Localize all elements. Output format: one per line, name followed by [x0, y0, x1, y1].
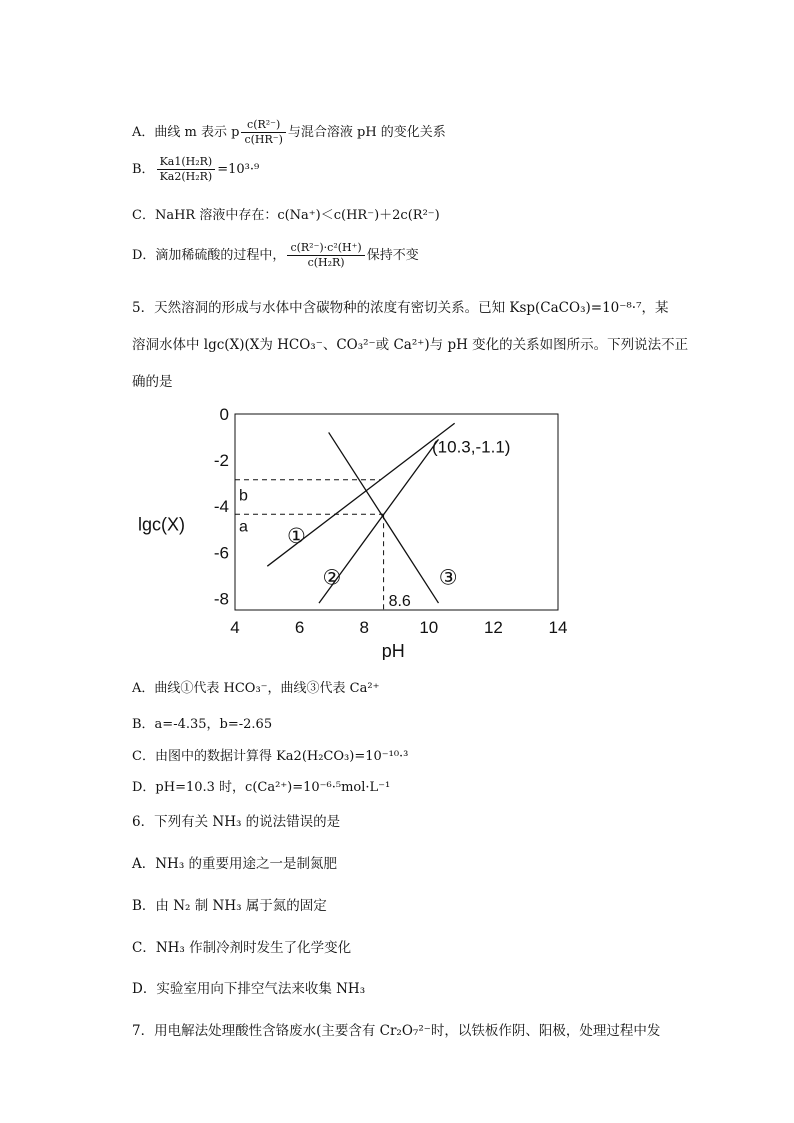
- q4-option-a-suffix: 与混合溶液 pH 的变化关系: [287, 125, 446, 140]
- q4-option-b-suffix: =10³·⁹: [217, 162, 260, 177]
- a-label: a: [239, 518, 248, 536]
- q6-option-c: C．NH₃ 作制冷剂时发生了化学变化: [132, 940, 352, 956]
- q5-option-b: B．a=-4.35，b=-2.65: [132, 717, 273, 732]
- q4-option-b-fraction: [157, 155, 216, 184]
- fraction-numerator: Ka1(H₂R): [157, 155, 216, 170]
- b-label: b: [239, 487, 248, 505]
- point-annotation: (10.3,-1.1): [432, 437, 511, 457]
- y-tick-label: 0: [219, 405, 229, 424]
- y-axis-label: lgc(X): [138, 514, 186, 535]
- q4-option-a-fraction: [241, 118, 285, 147]
- q6-option-b: B．由 N₂ 制 NH₃ 属于氮的固定: [132, 898, 327, 914]
- q6-option-a: A．NH₃ 的重要用途之一是制氮肥: [132, 856, 338, 872]
- q4-option-c: C．NaHR 溶液中存在：c(Na⁺)＜c(HR⁻)＋2c(R²⁻): [132, 208, 440, 223]
- q4-option-b-prefix: B．: [132, 162, 155, 177]
- x-tick-label: 6: [294, 618, 305, 637]
- q4-option-d-prefix: D．滴加稀硫酸的过程中，: [132, 248, 286, 263]
- q4-option-d: [132, 241, 419, 270]
- q4-option-b: [132, 155, 259, 184]
- series-label-3: ③: [438, 566, 458, 590]
- q6-stem: 6．下列有关 NH₃ 的说法错误的是: [132, 814, 341, 830]
- q7-stem: 7．用电解法处理酸性含铬废水(主要含有 Cr₂O₇²⁻时，以铁板作阴、阳极，处理过程中发: [132, 1023, 661, 1039]
- fraction-numerator: c(R²⁻)·c²(H⁺): [287, 241, 364, 256]
- q4-option-a-prefix: A．曲线 m 表示 p: [132, 125, 240, 140]
- x-tick-label: 10: [419, 618, 439, 637]
- y-tick-label: -4: [213, 497, 229, 517]
- q5-stem-line-2: 溶洞水体中 lgc(X)(X为 HCO₃⁻、CO₃²⁻或 Ca²⁺)与 pH 变化的关系如图所示。下列说法不正: [132, 337, 689, 353]
- q6-option-d: D．实验室用向下排空气法来收集 NH₃: [132, 981, 366, 997]
- y-tick-label: -8: [213, 589, 229, 609]
- fraction-numerator: c(R²⁻): [241, 118, 285, 133]
- q4-option-a: [132, 118, 446, 147]
- fraction-denominator: c(HR⁻): [244, 133, 283, 146]
- q4-option-d-fraction: [287, 241, 364, 270]
- series-label-1: ①: [286, 525, 306, 549]
- q5-option-d: D．pH=10.3 时，c(Ca²⁺)=10⁻⁶·⁵mol·L⁻¹: [132, 780, 391, 795]
- q5-stem-line-3: 确的是: [132, 374, 173, 390]
- q5-option-a: A．曲线①代表 HCO₃⁻，曲线③代表 Ca²⁺: [132, 681, 380, 696]
- x-axis-label: pH: [381, 641, 405, 660]
- q5-option-c: C．由图中的数据计算得 Ka2(H₂CO₃)=10⁻¹⁰·³: [132, 749, 409, 764]
- q5-stem-line-1: 5．天然溶洞的形成与水体中含碳物种的浓度有密切关系。已知 Ksp(CaCO₃)=10⁻⁸·⁷，某: [132, 300, 669, 316]
- fraction-denominator: c(H₂R): [307, 256, 345, 269]
- ph-marker-label: 8.6: [388, 593, 411, 610]
- x-tick-label: 8: [359, 618, 369, 637]
- x-tick-label: 4: [230, 618, 240, 637]
- series-label-2: ②: [322, 566, 342, 590]
- fraction-denominator: Ka2(H₂R): [159, 170, 213, 183]
- y-tick-label: -2: [213, 451, 229, 471]
- lgc-ph-chart: [130, 402, 590, 660]
- x-tick-label: 14: [548, 618, 568, 637]
- y-tick-label: -6: [213, 543, 229, 563]
- q4-option-d-suffix: 保持不变: [366, 248, 419, 263]
- x-tick-label: 12: [483, 618, 503, 637]
